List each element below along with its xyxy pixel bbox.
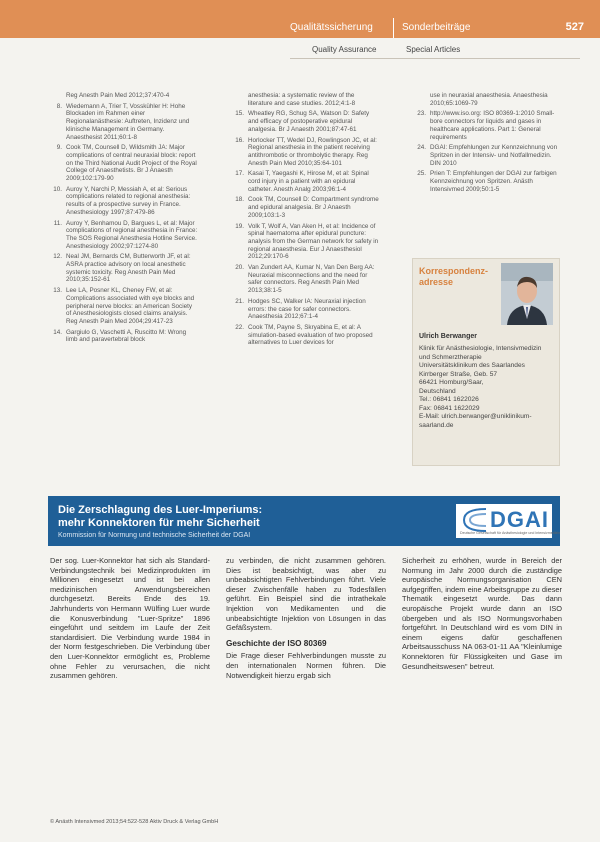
address-line: E-Mail: ulrich.berwanger@uniklinikum-saarland.de (419, 413, 532, 429)
reference-item (230, 298, 380, 321)
reference-column-1 (48, 92, 198, 347)
dgai-tagline: Deutsche Gesellschaft für Anästhesiologie und Intensivmedizin (460, 531, 561, 535)
body-paragraph: Die Frage dieser Fehlverbindungen musste zu den internationalen Normen führen. Die Notwendigkeit hierzu ergab sich (226, 651, 386, 680)
address-line: 66421 Homburg/Saar, (419, 379, 484, 386)
address-line: Kirrberger Straße, Geb. 57 (419, 370, 498, 378)
reference-item (230, 223, 380, 262)
address-line: Deutschland (419, 387, 456, 395)
reference-text: Van Zundert AA, Kumar N, Van Den Berg AA: Neuraxial misconnections and the need for safer connectors. Reg Anesth Pain Med 2013;38:1-5 (248, 264, 375, 295)
reference-text: Kasai T, Yaegashi K, Hirose M, et al: Spinal cord injury in a patient with an epidural catheter. Anesth Analg 2003;96:1-4 (248, 170, 369, 193)
reference-number: 21. (235, 297, 244, 305)
section-heading: Geschichte der ISO 80369 (226, 638, 327, 648)
reference-number: 24. (417, 144, 426, 152)
correspondence-heading: Korrespondenz-adresse (419, 266, 489, 287)
body-paragraph: zu verbinden, die nicht zusammen gehören. Dies ist beabsichtigt, was aber zu unbeabsichtigten Fehlverbindungen führt. Viele dieser Zwischenfälle haben zu Todesfällen geführt. Ein Beispiel sind die intrathekale Injektion von Medikamenten und die unbeabsichtigte Injektion von Lösungen in das Gefäßsystem. (226, 556, 386, 633)
reference-text: Prien T: Empfehlungen der DGAI zur farbigen Kennzeichnung von Spritzen. Anästh Intensivmed 2009;50:1-5 (430, 170, 557, 193)
reference-item (48, 287, 198, 326)
body-column-3 (402, 556, 562, 671)
body-column-1 (50, 556, 210, 681)
reference-text: Wheatley RG, Schug SA, Watson D: Safety and efficacy of postoperative epidural analgesia. Br J Anaesth 2001;87:47-61 (248, 110, 370, 133)
article-title (58, 504, 262, 530)
reference-item (48, 186, 198, 217)
reference-text: Reg Anesth Pain Med 2012;37:470-4 (66, 92, 170, 99)
body-column-2 (226, 556, 386, 680)
reference-number: 14. (53, 328, 62, 336)
reference-number: 9. (56, 144, 62, 152)
reference-number: 15. (235, 110, 244, 118)
reference-item (412, 144, 562, 167)
reference-number: 11. (53, 219, 62, 227)
reference-number: 10. (53, 185, 62, 193)
correspondence-name: Ulrich Berwanger (419, 333, 477, 340)
reference-number: 8. (56, 102, 62, 110)
reference-text: Horlocker TT, Wedel DJ, Rowlingson JC, et al: Regional anesthesia in the patient receiving antithrombotic or thrombolytic therapy. Reg Anesth Pain Med 2010;35:64-101 (248, 136, 377, 167)
subheader-rule (290, 58, 580, 59)
reference-text: Hodges SC, Walker IA: Neuraxial injection errors: the case for safer connectors. Anaesthesia 2012;67:1-4 (248, 297, 366, 321)
page-footer: © Anästh Intensivmed 2013;54:522-528 Aktiv Druck & Verlag GmbH (50, 819, 219, 825)
page-header (0, 0, 600, 38)
reference-text: http://www.iso.org: ISO 80369-1:2010 Small-bore connectors for liquids and gases in healthcare applications. Part 1: General requirements (430, 110, 555, 141)
reference-text: Cook TM, Counsell D, Wildsmith JA: Major complications of central neuraxial block: report on the Third National Audit Project of the Royal College of Anaesthetists. Br J Anaesth 2009;102:179-90 (66, 144, 197, 183)
dgai-logo (456, 504, 561, 538)
reference-number (230, 92, 248, 107)
reference-number: 18. (235, 196, 244, 204)
reference-item (230, 137, 380, 168)
reference-number: 17. (235, 170, 244, 178)
body-paragraph: Der sog. Luer-Konnektor hat sich als Standard-Verbindungstechnik bei Medizinprodukten im Millionen eingesetzt und ist bei allen medizinischen Anwendungsbereichen durchgesetzt. Bereits Ende des 19. Jahrhunderts von Hermann Wülfing Luer wurde die Konusverbindung "Luer-Spritze" 1896 eingeführt und seitdem im Laufe der Zeit standardisiert. Die Verbindung wurde 1984 in der Norm festgeschrieben. Die Verbindung über den Luer-Konnektor ermöglicht es, Probleme ohne Fehler zu verursachen, die nicht zusammen gehören. (50, 556, 210, 681)
reference-text: Cook TM, Payne S, Skryabina E, et al: A simulation-based evaluation of two proposed alternatives to Luer devices for (248, 323, 373, 347)
section-title-right: Sonderbeiträge (402, 22, 471, 33)
reference-text: use in neuraxial anaesthesia. Anaesthesia 2010;65:1069-79 (430, 92, 548, 107)
reference-column-3 (412, 92, 562, 196)
reference-item (48, 144, 198, 183)
body-paragraph: Sicherheit zu erhöhen, wurde in Bereich der Normung im Jahr 2000 durch die zuständige europäische Normungsorganisation CEN aufgegriffen, indem eine Arbeitsgruppe zu dieser Thematik eingesetzt wurde. Das dann europäische Projekt wurde dann an ISO übergeben und als ISO Normungsvorhaben fortgeführt. In Deutschland wird es vom DIN in einem eigens dafür geschaffenen Arbeitsausschuss NA 063-01-11 AA "Kleinlumige Konnektoren für Flüssigkeiten und Gase im Gesundheitswesen" betreut. (402, 556, 562, 671)
correspondence-box (412, 258, 560, 466)
page-number: 527 (565, 21, 584, 33)
reference-item (48, 92, 198, 100)
dgai-wordmark: DGAI (490, 507, 549, 532)
reference-column-2 (230, 92, 380, 350)
reference-item (48, 253, 198, 284)
address-line: Universitätsklinikum des Saarlandes (419, 362, 525, 369)
reference-item (412, 92, 562, 107)
reference-item (412, 110, 562, 141)
article-title-line-1: Die Zerschlagung des Luer-Imperiums: (58, 504, 263, 516)
reference-number: 12. (53, 253, 62, 261)
header-divider (393, 18, 394, 38)
reference-text: Cook TM, Counsell D: Compartment syndrome and epidural analgesia. Br J Anaesth 2009;103:1-3 (248, 196, 379, 219)
reference-number: 16. (235, 136, 244, 144)
reference-item (230, 170, 380, 193)
reference-text: DGAI: Empfehlungen zur Kennzeichnung von Spritzen in der Intensiv- und Notfallmedizin. DIN 2010 (430, 144, 558, 167)
address-line: Fax: 06841 1622029 (419, 404, 480, 412)
reference-item (48, 220, 198, 251)
reference-text: Neal JM, Bernards CM, Butterworth JF, et al: ASRA practice advisory on local anesthetic systemic toxicity. Reg Anesth Pain Med 2010;35:152-61 (66, 253, 191, 284)
reference-text: Volk T, Wolf A, Van Aken H, et al: Incidence of spinal haematoma after epidural puncture: analysis from the German network for safety in regional anaesthesia. Eur J Anaesthesiol 2012;29:170-6 (248, 222, 379, 261)
reference-number: 22. (235, 323, 244, 331)
reference-number: 25. (417, 170, 426, 178)
reference-number: 13. (53, 287, 62, 295)
reference-text: anesthesia: a systematic review of the literature and case studies. 2012;4:1-8 (248, 92, 356, 107)
reference-number: 20. (235, 264, 244, 272)
reference-item (48, 329, 198, 344)
article-title-box (48, 496, 560, 546)
reference-number (48, 92, 66, 100)
reference-item (230, 196, 380, 219)
address-line: Tel.: 06841 1622026 (419, 396, 479, 403)
reference-item (230, 92, 380, 107)
address-line: Klinik für Anästhesiologie, Intensivmedizin und Schmerztherapie (419, 345, 542, 361)
reference-text: Auroy Y, Benhamou D, Bargues L, et al: Major complications of regional anesthesia in France: The SOS Regional Anesthesia Hotline Service. Anesthesiology 2002;97:1274-80 (66, 219, 198, 250)
reference-item (230, 324, 380, 347)
article-subtitle: Kommission für Normung und technische Sicherheit der DGAI (58, 532, 251, 539)
reference-number (412, 92, 430, 107)
author-photo (501, 263, 553, 325)
correspondence-address (419, 345, 553, 430)
reference-item (230, 110, 380, 133)
section-title-left: Qualitätssicherung (290, 22, 373, 33)
subheader-right: Special Articles (406, 45, 461, 54)
reference-number: 19. (235, 222, 244, 230)
reference-text: Gargiulo G, Vaschetti A, Ruscitto M: Wrong limb and paravertebral block (66, 328, 187, 344)
reference-text: Wiedemann A, Trier T, Vosskühler H: Hohe Blockaden im Rahmen einer Regionalanästhesie: Auftreten, Inzidenz und klinische Management in Germany. Anaesthesist 2011;60:1-8 (66, 102, 190, 141)
article-title-line-2: mehr Konnektoren für mehr Sicherheit (58, 517, 260, 529)
reference-item (412, 170, 562, 193)
reference-item (48, 103, 198, 142)
reference-number: 23. (417, 110, 426, 118)
reference-text: Auroy Y, Narchi P, Messiah A, et al: Serious complications related to regional anesthesia: results of a prospective survey in France. Anesthesiology 1997;87:479-86 (66, 185, 191, 216)
subheader-left: Quality Assurance (312, 45, 377, 54)
reference-item (230, 264, 380, 295)
reference-text: Lee LA, Posner KL, Cheney FW, et al: Complications associated with eye blocks and peripheral nerve blocks: an American Society of Anesthesiologists closed claims analysis. Reg Anesth Pain Med 2004;29:417-23 (66, 287, 195, 325)
